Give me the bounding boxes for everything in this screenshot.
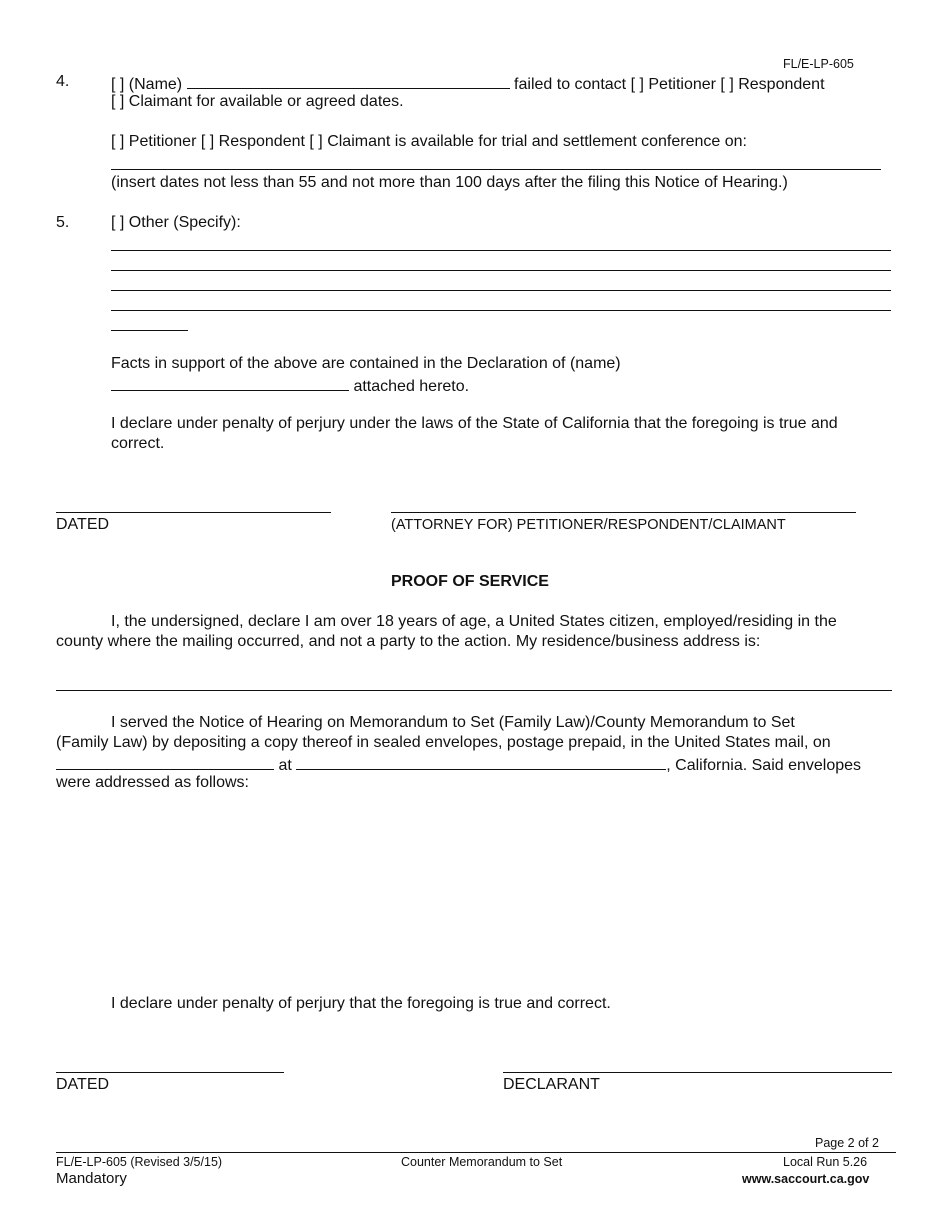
claimant-checkbox-2[interactable]: [ ]	[309, 133, 323, 150]
dated-line-2[interactable]	[56, 1072, 284, 1073]
insert-dates-note: (insert dates not less than 55 and not more than 100 days after the filing this Notice of Hearing.)	[111, 174, 788, 191]
claimant-checkbox-1[interactable]: [ ]	[111, 93, 125, 110]
proof-p2-line-3	[56, 754, 861, 775]
item-5-number: 5.	[56, 214, 70, 231]
proof-p1-line-1: I, the undersigned, declare I am over 18 years of age, a United States citizen, employed/residing in the	[111, 613, 837, 630]
failed-to-contact-text: failed to contact	[514, 76, 627, 93]
item-5-row	[111, 214, 241, 232]
claimant-available-label: Claimant is available for trial and settlement conference on:	[327, 133, 747, 150]
name-label: (Name)	[128, 76, 183, 93]
petitioner-checkbox-2[interactable]: [ ]	[111, 133, 125, 150]
other-specify-label: Other (Specify):	[128, 214, 241, 231]
item-4-row-3	[111, 133, 747, 151]
proof-p2-line-2: (Family Law) by depositing a copy thereof in sealed envelopes, postage prepaid, in the United States mail, on	[56, 734, 831, 751]
proof-p2-line-1: I served the Notice of Hearing on Memorandum to Set (Family Law)/County Memorandum to Set	[111, 714, 795, 731]
facts-text: Facts in support of the above are contained in the Declaration of (name)	[111, 355, 621, 372]
specify-line-4[interactable]	[111, 310, 891, 311]
specify-line-5[interactable]	[111, 330, 188, 331]
proof-p2-line-4: were addressed as follows:	[56, 774, 249, 791]
respondent-checkbox-2[interactable]: [ ]	[200, 133, 215, 150]
petitioner-checkbox-1[interactable]: [ ]	[630, 76, 644, 93]
footer-mandatory: Mandatory	[56, 1170, 127, 1187]
item-4-row-2	[111, 93, 404, 111]
declaration-name-row	[111, 375, 469, 396]
dated-label-1: DATED	[56, 516, 110, 533]
mail-location-field[interactable]	[296, 754, 666, 770]
at-text: at	[278, 757, 292, 774]
form-id-header: FL/E-LP-605	[783, 57, 854, 71]
declaration-name-field[interactable]	[111, 375, 349, 391]
specify-line-1[interactable]	[111, 250, 891, 251]
petitioner-label-1: Petitioner	[648, 76, 716, 93]
footer-title: Counter Memorandum to Set	[401, 1155, 563, 1169]
respondent-label-1: Respondent	[738, 76, 825, 93]
declaration-2: I declare under penalty of perjury that the foregoing is true and correct.	[111, 995, 611, 1012]
declaration-line-1: I declare under penalty of perjury under the laws of the State of California that the foregoing is true and	[111, 415, 838, 432]
respondent-label-2: Respondent	[218, 133, 305, 150]
declaration-line-2: correct.	[111, 435, 165, 452]
dates-input-line[interactable]	[111, 169, 881, 170]
footer-local-run: Local Run 5.26	[783, 1155, 868, 1169]
footer-divider	[56, 1152, 896, 1153]
item-4-number: 4.	[56, 73, 70, 90]
attorney-signature-line[interactable]	[391, 512, 856, 513]
dated-line-1[interactable]	[56, 512, 331, 513]
respondent-checkbox-1[interactable]: [ ]	[720, 76, 734, 93]
specify-line-2[interactable]	[111, 270, 891, 271]
footer-website[interactable]: www.saccourt.ca.gov	[742, 1172, 870, 1186]
proof-of-service-title: PROOF OF SERVICE	[391, 573, 549, 590]
name-checkbox[interactable]: [ ]	[111, 76, 125, 93]
declarant-label: DECLARANT	[503, 1076, 600, 1093]
footer-form-revised: FL/E-LP-605 (Revised 3/5/15)	[56, 1155, 223, 1169]
mail-date-field[interactable]	[56, 754, 274, 770]
declarant-signature-line[interactable]	[503, 1072, 892, 1073]
name-field[interactable]	[187, 73, 510, 89]
attorney-label: (ATTORNEY FOR) PETITIONER/RESPONDENT/CLAIMANT	[391, 517, 786, 533]
item-4-row-1	[111, 73, 825, 94]
other-checkbox[interactable]: [ ]	[111, 214, 125, 231]
california-text: , California. Said envelopes	[666, 757, 862, 774]
page-number: Page 2 of 2	[815, 1136, 879, 1150]
petitioner-label-2: Petitioner	[128, 133, 197, 150]
proof-p1-line-2: county where the mailing occurred, and not a party to the action. My residence/business address is:	[56, 633, 761, 650]
claimant-dates-label: Claimant for available or agreed dates.	[128, 93, 404, 110]
specify-line-3[interactable]	[111, 290, 891, 291]
dated-label-2: DATED	[56, 1076, 110, 1093]
address-line[interactable]	[56, 690, 892, 691]
attached-hereto-text: attached hereto.	[353, 378, 470, 395]
